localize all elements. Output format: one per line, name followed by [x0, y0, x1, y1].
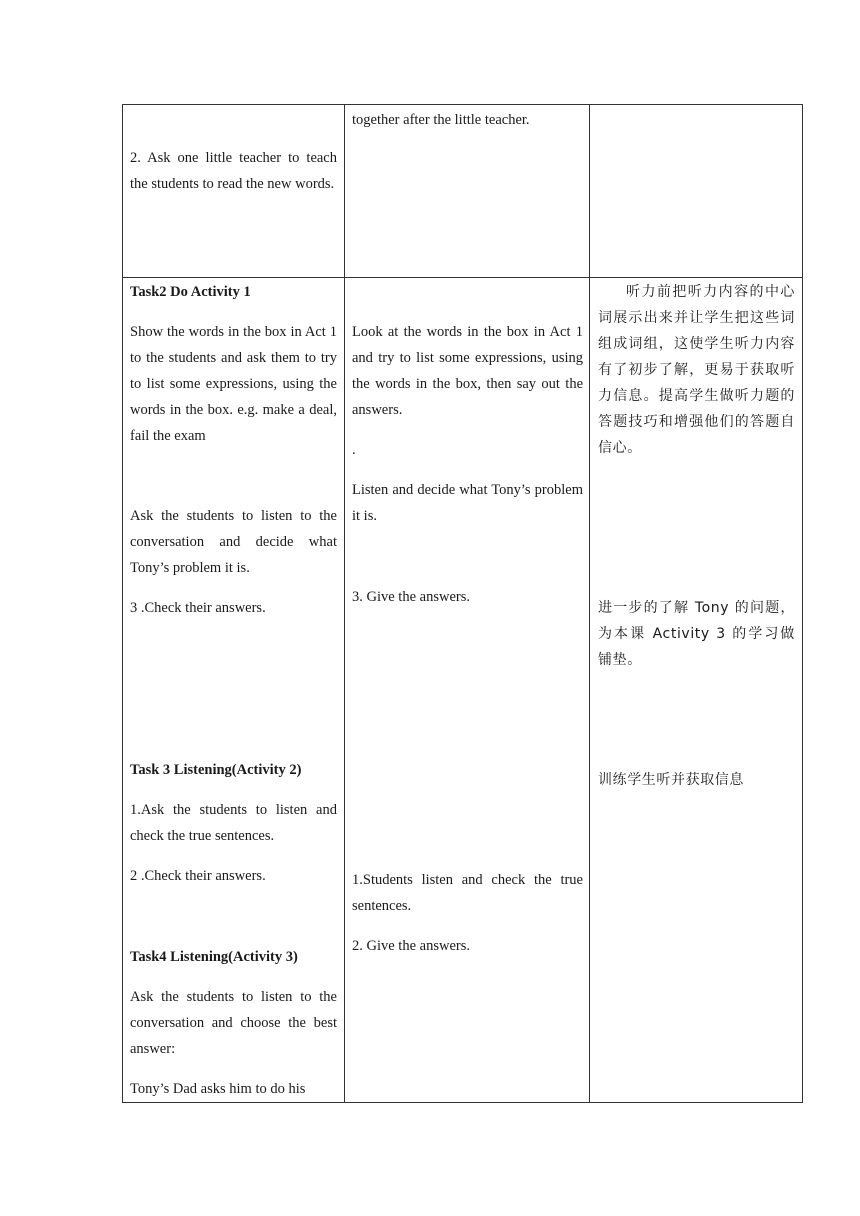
row1-student-activity — [352, 107, 584, 133]
table-border-top — [122, 104, 803, 105]
task2-check-answers: 3 .Check their answers. — [130, 600, 266, 616]
task3-heading: Task 3 Listening(Activity 2) — [130, 762, 302, 778]
student-listen-check: 1.Students listen and check the true sentences. — [352, 872, 583, 914]
column-divider-1 — [344, 104, 345, 1103]
purpose-text-3: 训练学生听并获取信息 — [598, 772, 744, 788]
teacher-activity-text: 2. Ask one little teacher to teach the students to read the new words. — [130, 150, 337, 192]
row-divider — [122, 277, 803, 278]
task3-step1: 1.Ask the students to listen and check the true sentences. — [130, 802, 337, 844]
lesson-plan-table — [122, 104, 803, 1103]
student-look-words: Look at the words in the box in Act 1 and try to list some expressions, using the words in the box, then say out the answers. — [352, 324, 583, 418]
task2-heading: Task2 Do Activity 1 — [130, 284, 251, 300]
table-border-right — [802, 104, 803, 1103]
table-border-bottom — [122, 1102, 803, 1103]
task4-continuation: Tony’s Dad asks him to do his — [130, 1081, 306, 1097]
task4-heading: Task4 Listening(Activity 3) — [130, 949, 298, 965]
purpose-text-2: 进一步的了解 Tony 的问题，为本课 Activity 3 的学习做铺垫。 — [598, 600, 795, 668]
task3-step2: 2 .Check their answers. — [130, 868, 266, 884]
column-divider-2 — [589, 104, 590, 1103]
row1-teacher-activity — [130, 145, 337, 197]
student-dot: . — [352, 442, 356, 458]
student-activity-text: together after the little teacher. — [352, 112, 530, 128]
student-give-answers-2: 2. Give the answers. — [352, 938, 470, 954]
task2-listen-instruction: Ask the students to listen to the conversation and decide what Tony’s problem it is. — [130, 508, 337, 576]
task4-instruction: Ask the students to listen to the conversation and choose the best answer: — [130, 989, 337, 1057]
student-listen-decide: Listen and decide what Tony’s problem it is. — [352, 482, 583, 524]
task2-instruction: Show the words in the box in Act 1 to the students and ask them to try to list some expressions, using the words in the box. e.g. make a deal, fail the exam — [130, 324, 337, 444]
student-give-answers-1: 3. Give the answers. — [352, 589, 470, 605]
table-border-left — [122, 104, 123, 1103]
purpose-text-1: 听力前把听力内容的中心词展示出来并让学生把这些词组成词组，这使学生听力内容有了初步了解，更易于获取听力信息。提高学生做听力题的答题技巧和增强他们的答题自信心。 — [598, 284, 795, 456]
